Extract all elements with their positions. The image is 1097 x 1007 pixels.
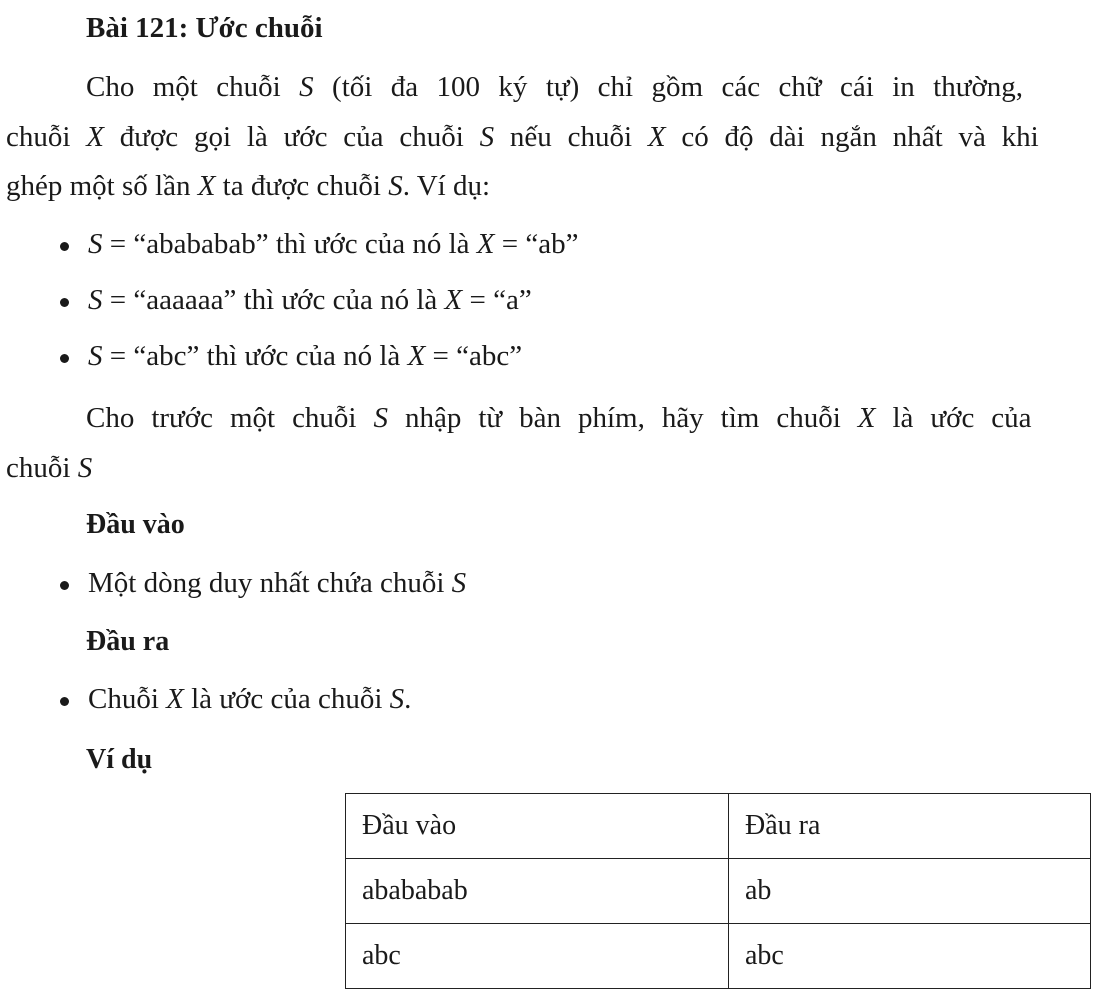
intro-line-2: chuỗi X được gọi là ước của chuỗi S nếu chuỗi X có độ dài ngắn nhất và khi xyxy=(6,121,1039,153)
example-item: S = “abc” thì ước của nó là X = “abc” xyxy=(88,340,523,372)
bullet-icon xyxy=(60,242,69,251)
example-item: S = “abababab” thì ước của nó là X = “ab” xyxy=(88,228,579,260)
intro-line-3: ghép một số lần X ta được chuỗi S. Ví dụ: xyxy=(6,170,491,202)
bullet-icon xyxy=(60,354,69,363)
table-header-cell: Đầu ra xyxy=(729,794,1091,859)
bullet-icon xyxy=(60,697,69,706)
table-row xyxy=(346,859,1091,924)
table-cell: abc xyxy=(346,924,729,989)
output-item: Chuỗi X là ước của chuỗi S. xyxy=(88,683,412,715)
input-item: Một dòng duy nhất chứa chuỗi S xyxy=(88,567,467,599)
table-row xyxy=(346,924,1091,989)
input-heading: Đầu vào xyxy=(86,509,185,540)
table-cell: ab xyxy=(729,859,1091,924)
example-heading: Ví dụ xyxy=(86,744,153,775)
task-line-1: Cho trước một chuỗi S nhập từ bàn phím, hãy tìm chuỗi X là ước của xyxy=(86,402,1032,434)
bullet-icon xyxy=(60,298,69,307)
table-header-row xyxy=(346,794,1091,859)
bullet-icon xyxy=(60,581,69,590)
table-header-cell: Đầu vào xyxy=(346,794,729,859)
intro-line-1: Cho một chuỗi S (tối đa 100 ký tự) chỉ gồm các chữ cái in thường, xyxy=(86,71,1024,103)
table-cell: abababab xyxy=(346,859,729,924)
example-item: S = “aaaaaa” thì ước của nó là X = “a” xyxy=(88,284,532,316)
problem-title: Bài 121: Ước chuỗi xyxy=(86,12,323,44)
table-cell: abc xyxy=(729,924,1091,989)
output-heading: Đầu ra xyxy=(86,626,170,657)
example-table xyxy=(345,793,1091,989)
task-line-2: chuỗi S xyxy=(6,452,93,484)
